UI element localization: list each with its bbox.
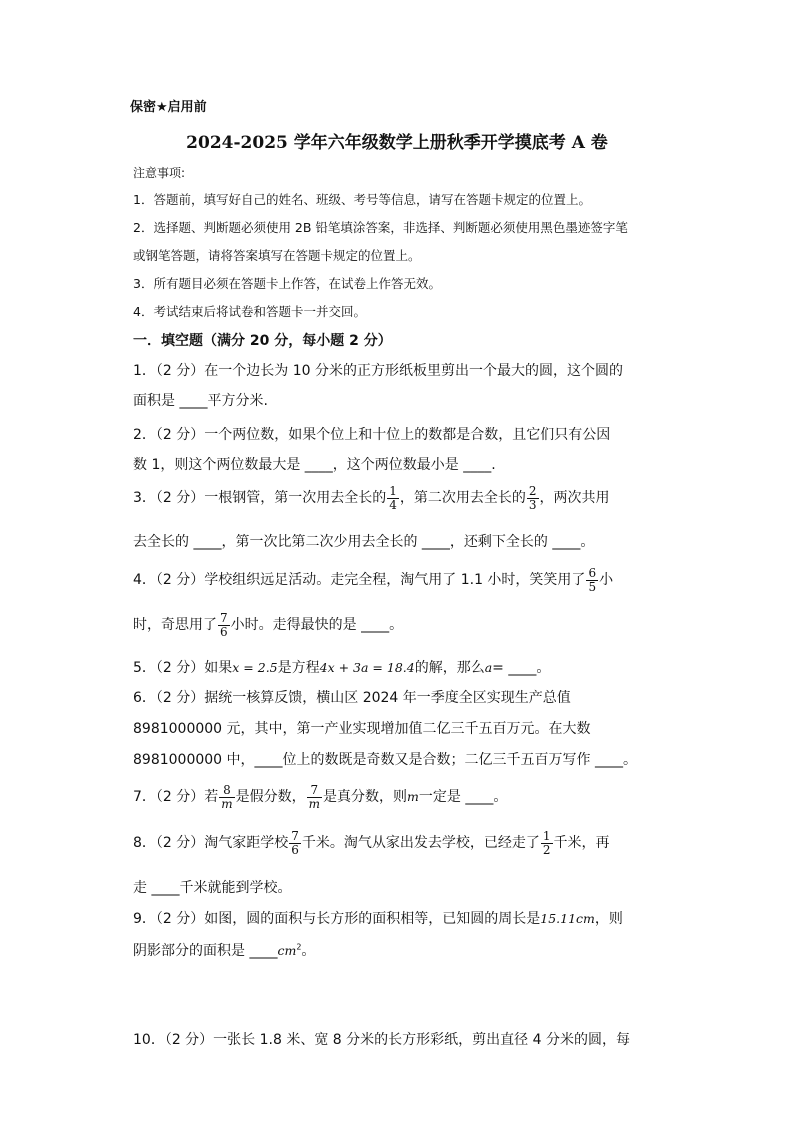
note-item: 2．选择题、判断题必须使用 2B 铅笔填涂答案，非选择、判断题必须使用黑色墨迹签字笔 bbox=[133, 220, 628, 235]
note-item: 4．考试结束后将试卷和答题卡一并交回。 bbox=[133, 304, 366, 319]
question-4-text-b: 小 bbox=[599, 572, 614, 589]
question-3-line-2: 去全长的 ____，第一次比第二次少用去全长的 ____，还剩下全长的 ____。 bbox=[133, 534, 595, 550]
question-3-text-b: ，第二次用去全长的 bbox=[399, 490, 526, 507]
question-2-line-2: 数 1，则这个两位数最大是 ____，这个两位数最小是 ____. bbox=[133, 457, 496, 473]
question-10-line-1: 10．（2 分）一张长 1.8 米、宽 8 分米的长方形彩纸，剪出直径 4 分米的圆，每 bbox=[133, 1032, 630, 1048]
question-3-line-1 bbox=[133, 485, 678, 511]
question-5-text-d: = ____。 bbox=[492, 660, 551, 676]
math-expression: 15.11cm bbox=[540, 911, 595, 926]
fraction: $\frac{8}{m}$ bbox=[221, 783, 233, 811]
question-5-text-c: 的解，那么 bbox=[414, 660, 485, 676]
question-6-line-1: 6．（2 分）据统一核算反馈，横山区 2024 年一季度全区实现生产总值 bbox=[133, 690, 571, 706]
question-6-line-2: 8981000000 元，其中，第一产业实现增加值二亿三千五百万元。在大数 bbox=[133, 721, 591, 737]
question-7-line-1 bbox=[133, 784, 678, 810]
question-9-text-d: 。 bbox=[301, 943, 316, 959]
math-unit: cm bbox=[277, 943, 297, 958]
question-2-line-1: 2．（2 分）一个两位数，如果个位上和十位上的数都是合数，且它们只有公因 bbox=[133, 427, 611, 443]
fraction: $\frac{7}{m}$ bbox=[308, 783, 321, 811]
math-superscript: 2 bbox=[296, 942, 302, 952]
question-6-line-3: 8981000000 中，____位上的数既是奇数又是合数；二亿三千五百万写作 ____。 bbox=[133, 752, 637, 768]
question-3-text-c: ，两次共用 bbox=[539, 490, 610, 507]
question-1-line-2: 面积是 ____平方分米. bbox=[133, 393, 268, 409]
fraction: $\frac{1}{4}$ bbox=[389, 484, 397, 512]
math-expression: x = 2.5 bbox=[232, 660, 278, 675]
question-8-text-c: 千米，再 bbox=[553, 835, 610, 852]
question-9-text-b: ，则 bbox=[594, 911, 623, 927]
math-expression: 4x + 3a = 18.4 bbox=[319, 660, 415, 675]
math-variable: m bbox=[407, 789, 419, 805]
notes-heading: 注意事项: bbox=[133, 166, 186, 180]
question-8-text-a: 8．（2 分）淘气家距学校 bbox=[133, 835, 289, 852]
question-5-text-b: 是方程 bbox=[277, 660, 320, 676]
fraction: $\frac{7}{6}$ bbox=[220, 611, 228, 639]
question-3-text-a: 3．（2 分）一根钢管，第一次用去全长的 bbox=[133, 490, 387, 507]
question-8-text-b: 千米。淘气从家出发去学校，已经走了 bbox=[301, 835, 540, 852]
note-item: 或钢笔答题，请将答案填写在答题卡规定的位置上。 bbox=[133, 248, 421, 263]
question-9-text-c: 阴影部分的面积是 ____ bbox=[133, 943, 278, 959]
question-4-text-a: 4．（2 分）学校组织远足活动。走完全程，淘气用了 1.1 小时，笑笑用了 bbox=[133, 572, 586, 589]
note-item: 3．所有题目必须在答题卡上作答，在试卷上作答无效。 bbox=[133, 276, 441, 291]
question-7-text-d: 一定是 ____。 bbox=[418, 789, 508, 806]
exam-title: 2024-2025 学年六年级数学上册秋季开学摸底考 A 卷 bbox=[186, 133, 608, 153]
question-1-line-1: 1．（2 分）在一个边长为 10 分米的正方形纸板里剪出一个最大的圆，这个圆的 bbox=[133, 363, 623, 379]
question-9-line-2 bbox=[133, 940, 678, 960]
fraction: $\frac{1}{2}$ bbox=[542, 829, 551, 857]
question-5-text-a: 5．（2 分）如果 bbox=[133, 660, 233, 676]
question-8-line-1 bbox=[133, 830, 678, 856]
question-5-line-1 bbox=[133, 657, 678, 677]
fraction: $\frac{2}{3}$ bbox=[528, 484, 537, 512]
question-4-text-c: 时，奇思用了 bbox=[133, 617, 217, 634]
question-9-line-1 bbox=[133, 908, 678, 928]
fraction: $\frac{7}{6}$ bbox=[291, 829, 299, 857]
section-title: 一．填空题（满分 20 分，每小题 2 分） bbox=[133, 333, 392, 349]
question-7-text-b: 是假分数， bbox=[235, 789, 306, 806]
math-variable: a bbox=[484, 660, 493, 675]
question-8-line-2: 走 ____千米就能到学校。 bbox=[133, 880, 292, 896]
confidential-label: 保密★启用前 bbox=[130, 100, 207, 115]
question-7-text-c: 是真分数，则 bbox=[323, 789, 408, 806]
question-4-text-d: 小时。走得最快的是 ____。 bbox=[230, 617, 404, 634]
question-4-line-2 bbox=[133, 612, 678, 638]
fraction: $\frac{6}{5}$ bbox=[588, 566, 597, 594]
question-4-line-1 bbox=[133, 567, 678, 593]
note-item: 1．答题前，填写好自己的姓名、班级、考号等信息，请写在答题卡规定的位置上。 bbox=[133, 192, 591, 207]
question-9-text-a: 9．（2 分）如图，圆的面积与长方形的面积相等，已知圆的周长是 bbox=[133, 911, 541, 927]
question-7-text-a: 7．（2 分）若 bbox=[133, 789, 219, 806]
